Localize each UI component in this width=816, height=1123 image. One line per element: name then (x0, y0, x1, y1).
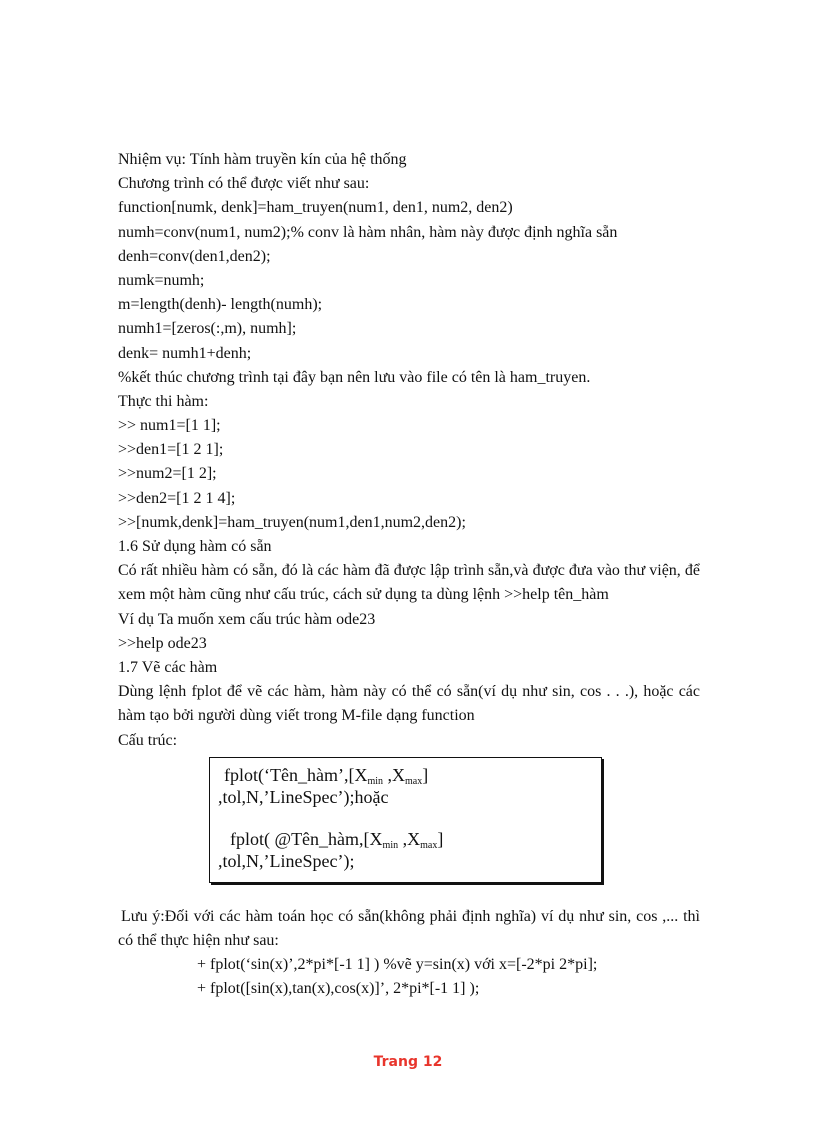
command-line: >>den2=[1 2 1 4]; (118, 489, 236, 507)
command-line: >>den1=[1 2 1]; (118, 441, 224, 459)
comment-line: %kết thúc chương trình tại đây bạn nên lưu vào file có tên là ham_truyen. (118, 368, 591, 386)
command-line: >> num1=[1 1]; (118, 417, 221, 435)
paragraph-line: Có rất nhiều hàm có sẵn, đó là các hàm đã được lập trình sẵn,và được đưa vào thư viện, để (118, 562, 700, 580)
syntax-line-1: $fplot(‘Tên\_hàm’,[X_{min}$ $,X_{max}$] (224, 764, 429, 787)
syntax-line-2: ,tol,N,’LineSpec’);hoặc (218, 786, 389, 807)
code-line: numh=conv(num1, num2);% conv là hàm nhân, hàm này được định nghĩa sẵn (118, 223, 618, 241)
page-content (118, 148, 700, 1001)
run-heading: Thực thi hàm: (118, 392, 209, 410)
code-line: function[numk, denk]=ham_truyen(num1, den1, num2, den2) (118, 199, 513, 217)
syntax-line-4: ,tol,N,’LineSpec’); (218, 850, 355, 871)
syntax-line-3: fplot( $@Tên\_hàm,[X_{min}$ $,X_{max}$] (230, 828, 444, 851)
paragraph-line: hàm tạo bởi người dùng viết trong M-file dạng function (118, 707, 475, 725)
code-line: numh1=[zeros(:,m), numh]; (118, 320, 297, 338)
syntax-box (209, 757, 602, 883)
example-command: + fplot(‘sin(x)’,2*pi*[-1 1] ) %vẽ y=sin(x) với x=[-2*pi 2*pi]; (197, 956, 598, 974)
syntax-label: Cấu trúc: (118, 731, 178, 749)
code-line: numk=numh; (118, 271, 205, 289)
example-command: + fplot([sin(x),tan(x),cos(x)]’, 2*pi*[-1 1] ); (197, 980, 480, 998)
task-line: Nhiệm vụ: Tính hàm truyền kín của hệ thống (118, 151, 407, 168)
code-line: denk= numh1+denh; (118, 344, 252, 362)
intro-line: Chương trình có thể được viết như sau: (118, 175, 370, 193)
section-heading-1-6: 1.6 Sử dụng hàm có sẵn (118, 538, 272, 555)
note-line: có thể thực hiện như sau: (118, 931, 279, 949)
example-line: Ví dụ Ta muốn xem cấu trúc hàm ode23 (118, 610, 376, 628)
command-line: >>num2=[1 2]; (118, 465, 217, 483)
note-line: Lưu ý:Đối với các hàm toán học có sẵn(không phải định nghĩa) ví dụ như sin, cos ,... thì (121, 907, 700, 925)
section-heading-1-7: 1.7 Vẽ các hàm (118, 658, 218, 676)
page-number: Trang 12 (373, 1054, 443, 1070)
paragraph-line: Dùng lệnh fplot để vẽ các hàm, hàm này có thể có sẵn(ví dụ như sin, cos . . .), hoặc các (118, 683, 700, 701)
paragraph-line: xem một hàm cũng như cấu trúc, cách sử dụng ta dùng lệnh >>help tên_hàm (118, 586, 609, 604)
command-line: >>help ode23 (118, 634, 207, 652)
code-line: denh=conv(den1,den2); (118, 247, 271, 265)
command-line: >>[numk,denk]=ham_truyen(num1,den1,num2,den2); (118, 513, 466, 531)
code-line: m=length(denh)- length(numh); (118, 296, 323, 314)
